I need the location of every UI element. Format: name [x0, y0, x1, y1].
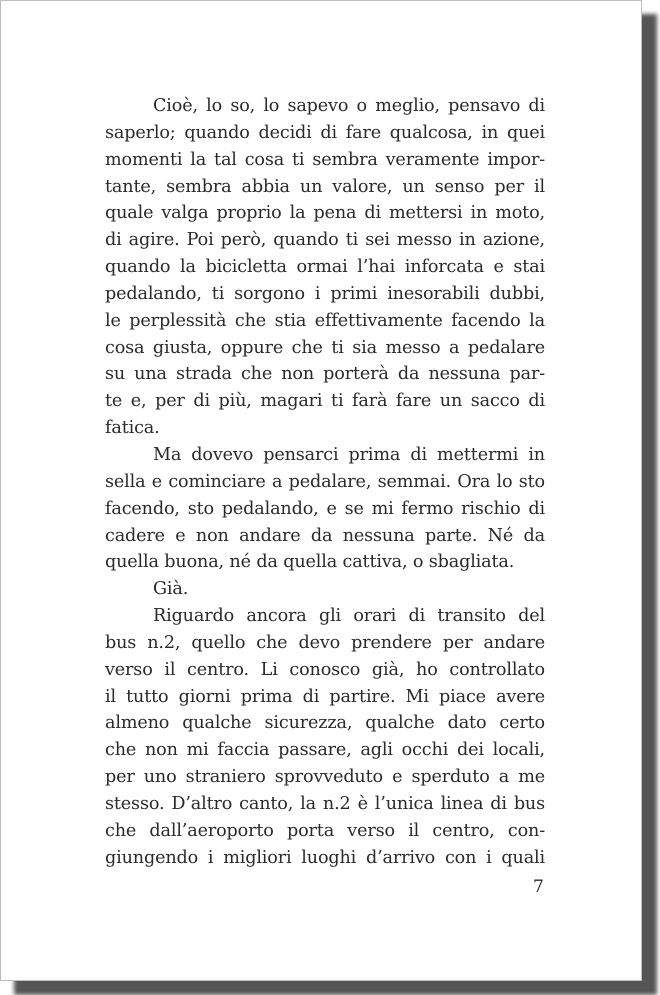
text-line: per uno straniero sprovveduto e sperduto a me [105, 767, 545, 788]
text-line: almeno qualche sicurezza, qualche dato certo [105, 713, 545, 734]
text-line: fatica. [105, 418, 160, 439]
paragraph [105, 603, 545, 871]
text-line: tante, sembra abbia un valore, un senso per il [105, 176, 545, 197]
text-line: cosa giusta, oppure che ti sia messo a pedalare [105, 337, 545, 358]
text-line: te e, per di più, magari ti farà fare un sacco di [105, 391, 545, 412]
text-line: su una strada che non porterà da nessuna par- [105, 364, 545, 385]
text-line: stesso. D’altro canto, la n.2 è l’unica linea di bus [105, 793, 545, 814]
text-line: momenti la tal cosa ti sembra veramente impor- [105, 149, 545, 170]
page-number: 7 [533, 877, 544, 897]
page-body-text [105, 93, 545, 871]
paragraph [105, 93, 545, 442]
text-line: le perplessità che stia effettivamente facendo la [105, 310, 545, 331]
text-line: giungendo i migliori luoghi d’arrivo con i quali [105, 847, 545, 868]
text-line: Riguardo ancora gli orari di transito del [153, 606, 545, 627]
text-line: bus n.2, quello che devo prendere per andare [105, 632, 545, 653]
text-line: facendo, sto pedalando, e se mi fermo rischio di [105, 498, 545, 519]
text-line: Cioè, lo so, lo sapevo o meglio, pensavo di [153, 96, 545, 116]
text-line: il tutto giorni prima di partire. Mi piace avere [105, 686, 545, 707]
text-line: Ma dovevo pensarci prima di mettermi in [153, 444, 545, 465]
text-line: quale valga proprio la pena di mettersi in moto, [105, 203, 545, 224]
text-line: che non mi faccia passare, agli occhi dei locali, [105, 740, 545, 761]
text-line: cadere e non andare da nessuna parte. Né da [105, 525, 545, 546]
text-line: pedalando, ti sorgono i primi inesorabili dubbi, [105, 283, 545, 304]
text-line: sella e cominciare a pedalare, semmai. Ora lo sto [105, 471, 545, 492]
paragraph [105, 442, 545, 576]
text-line: Già. [153, 579, 189, 600]
text-line: di agire. Poi però, quando ti sei messo in azione, [105, 230, 545, 251]
text-line: che dall’aeroporto porta verso il centro, con- [105, 820, 545, 841]
text-line: saperlo; quando decidi di fare qualcosa, in quei [105, 122, 545, 143]
text-line: quando la bicicletta ormai l’hai inforcata e stai [105, 257, 545, 278]
text-line: quella buona, né da quella cattiva, o sbagliata. [105, 552, 515, 573]
paragraph [105, 576, 545, 603]
text-line: verso il centro. Li conosco già, ho controllato [105, 659, 545, 680]
